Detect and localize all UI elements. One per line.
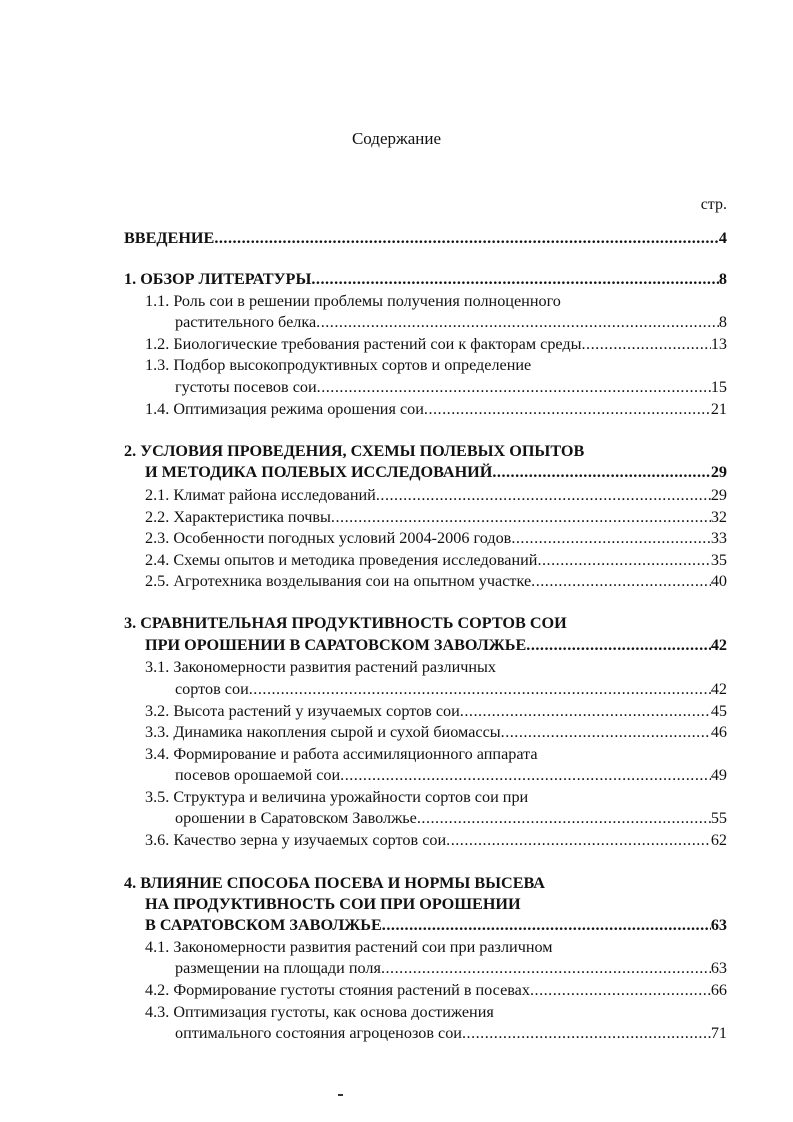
page-column-label: стр. [700,196,727,213]
toc-chapter-3-cont[interactable]: ПРИ ОРОШЕНИИ В САРАТОВСКОМ ЗАВОЛЖЬЕ ..... 42 [145,635,727,656]
toc-item-3-5-cont[interactable]: орошении в Саратовском Заволжье ..... 55 [175,808,727,829]
toc-item-4-3[interactable]: 4.3. Оптимизация густоты, как основа достижения [145,1003,494,1021]
toc-item-1-1[interactable]: 1.1. Роль сои в решении проблемы получения полноценного [145,292,561,310]
toc-chapter-4[interactable]: 4. ВЛИЯНИЕ СПОСОБА ПОСЕВА И НОРМЫ ВЫСЕВА [124,874,545,892]
toc-chapter-1[interactable]: 1. ОБЗОР ЛИТЕРАТУРЫ ..... 8 [124,269,727,290]
toc-item-3-1[interactable]: 3.1. Закономерности развития растений различных [145,658,497,676]
toc-chapter-4-cont2[interactable]: В САРАТОВСКОМ ЗАВОЛЖЬЕ ..... 63 [145,915,727,936]
toc-item-4-1-cont[interactable]: размещении на площади поля ..... 63 [175,958,727,979]
toc-chapter-4-cont[interactable]: НА ПРОДУКТИВНОСТЬ СОИ ПРИ ОРОШЕНИИ [145,895,521,913]
toc-item-2-1[interactable]: 2.1. Климат района исследований ..... 29 [145,485,727,506]
toc-item-2-2[interactable]: 2.2. Характеристика почвы ..... 32 [145,507,727,528]
toc-item-3-5[interactable]: 3.5. Структура и величина урожайности сортов сои при [145,788,529,806]
toc-item-2-5[interactable]: 2.5. Агротехника возделывания сои на опытном участке ..... 40 [145,571,727,592]
toc-item-1-2[interactable]: 1.2. Биологические требования растений сои к факторам среды ..... 13 [145,334,727,355]
page-title: Содержание [351,129,442,148]
toc-item-4-1[interactable]: 4.1. Закономерности развития растений сои при различном [145,938,553,956]
toc-chapter-2-cont[interactable]: И МЕТОДИКА ПОЛЕВЫХ ИССЛЕДОВАНИЙ ..... 29 [145,462,727,483]
toc-item-2-4[interactable]: 2.4. Схемы опытов и методика проведения исследований ..... 35 [145,550,727,571]
toc-item-3-4-cont[interactable]: посевов орошаемой сои ..... 49 [175,765,727,786]
toc-item-3-4[interactable]: 3.4. Формирование и работа ассимиляционного аппарата [145,745,538,763]
toc-item-1-4[interactable]: 1.4. Оптимизация режима орошения сои ..... 21 [145,399,727,420]
toc-chapter-2[interactable]: 2. УСЛОВИЯ ПРОВЕДЕНИЯ, СХЕМЫ ПОЛЕВЫХ ОПЫТОВ [124,442,585,460]
toc-item-3-6[interactable]: 3.6. Качество зерна у изучаемых сортов сои ..... 62 [145,830,727,851]
toc-item-3-1-cont[interactable]: сортов сои ..... 42 [175,679,727,700]
toc-item-2-3[interactable]: 2.3. Особенности погодных условий 2004-2006 годов ..... 33 [145,528,727,549]
toc-item-1-3-cont[interactable]: густоты посевов сои ..... 15 [175,377,727,398]
toc-item-1-3[interactable]: 1.3. Подбор высокопродуктивных сортов и определение [145,356,532,374]
toc-item-3-3[interactable]: 3.3. Динамика накопления сырой и сухой биомассы ..... 46 [145,722,727,743]
scan-speck [338,1094,343,1096]
toc-item-1-1-cont[interactable]: растительного белка ..... 8 [175,312,727,333]
toc-intro[interactable]: ВВЕДЕНИЕ ..... 4 [124,228,727,249]
toc-chapter-3[interactable]: 3. СРАВНИТЕЛЬНАЯ ПРОДУКТИВНОСТЬ СОРТОВ СОИ [124,614,567,632]
toc-item-4-2[interactable]: 4.2. Формирование густоты стояния растений в посевах ..... 66 [145,980,727,1001]
toc-item-3-2[interactable]: 3.2. Высота растений у изучаемых сортов сои ..... 45 [145,701,727,722]
toc-item-4-3-cont[interactable]: оптимального состояния агроценозов сои ..... 71 [175,1023,727,1044]
